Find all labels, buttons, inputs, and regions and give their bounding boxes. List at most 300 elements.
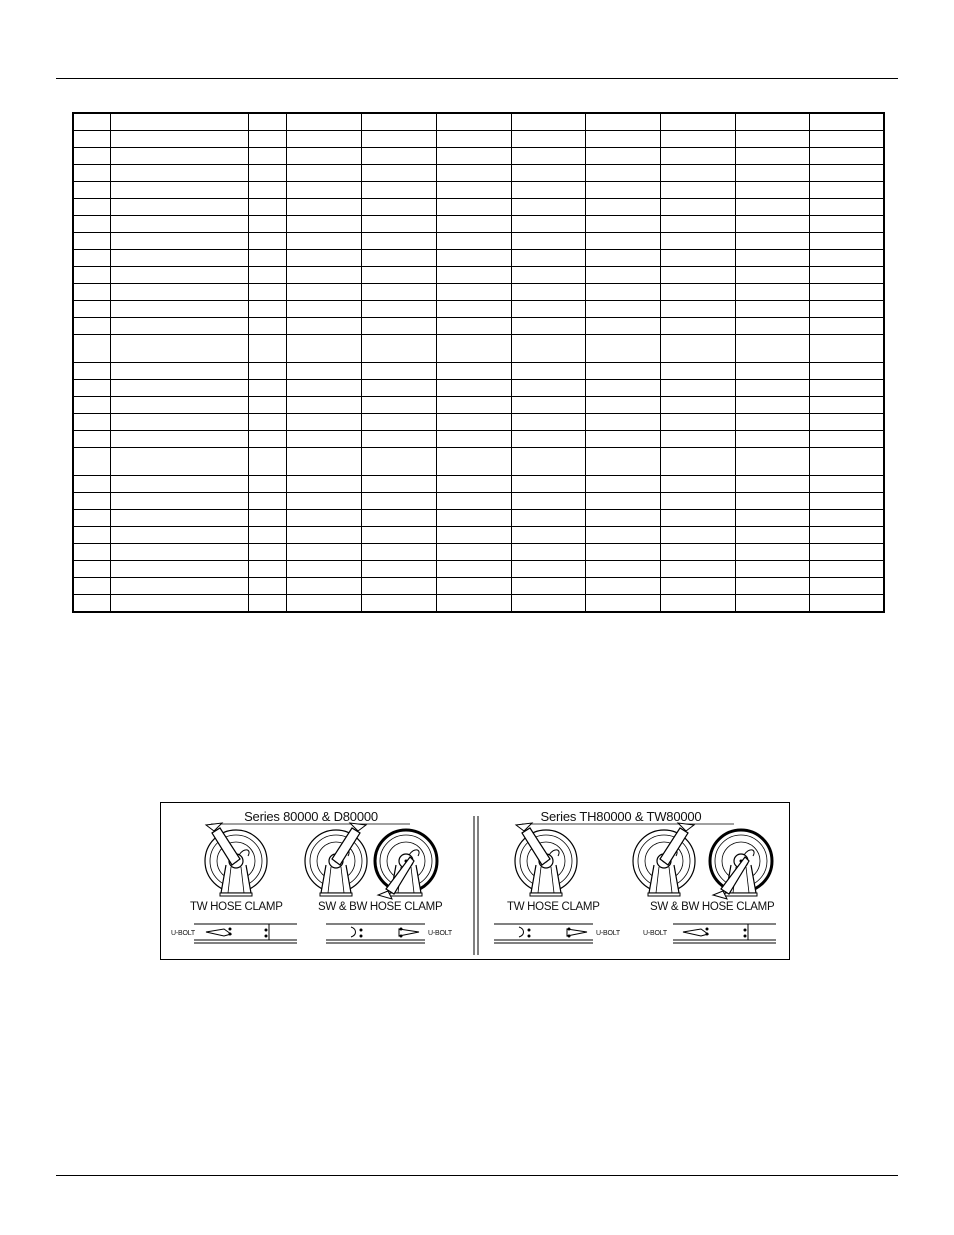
table-cell [735, 448, 809, 476]
table-cell [436, 595, 511, 613]
table-cell [110, 301, 248, 318]
table-cell [511, 561, 585, 578]
table-cell [735, 380, 809, 397]
table-cell [73, 414, 110, 431]
table-cell [248, 284, 286, 301]
table-cell [436, 335, 511, 363]
table-row [73, 199, 884, 216]
ubolt-label-1: U-BOLT [171, 930, 195, 937]
table-cell [286, 595, 361, 613]
hose-clamp-figure [160, 802, 790, 960]
table-row [73, 595, 884, 613]
table-cell [735, 527, 809, 544]
table-cell [585, 131, 660, 148]
ubolt-label-4: U-BOLT [643, 930, 667, 937]
table-cell [809, 113, 884, 131]
table-cell [809, 414, 884, 431]
table-cell [436, 233, 511, 250]
table-cell [361, 284, 436, 301]
table-cell [436, 510, 511, 527]
table-cell [248, 510, 286, 527]
table-row [73, 165, 884, 182]
table-cell [511, 301, 585, 318]
table-cell [361, 216, 436, 233]
table-cell [735, 148, 809, 165]
table-cell [809, 595, 884, 613]
table-row [73, 113, 884, 131]
table-cell [361, 233, 436, 250]
table-row [73, 544, 884, 561]
table-cell [110, 216, 248, 233]
table-cell [436, 414, 511, 431]
table-cell [248, 544, 286, 561]
table-cell [73, 284, 110, 301]
table-cell [585, 284, 660, 301]
table-row [73, 182, 884, 199]
table-cell [110, 476, 248, 493]
table-row [73, 267, 884, 284]
table-cell [511, 113, 585, 131]
table-cell [361, 493, 436, 510]
table-cell [660, 493, 735, 510]
table-cell [110, 397, 248, 414]
table-cell [809, 397, 884, 414]
table-cell [809, 182, 884, 199]
table-cell [110, 414, 248, 431]
table-cell [361, 199, 436, 216]
table-cell [585, 380, 660, 397]
table-cell [110, 165, 248, 182]
table-cell [809, 380, 884, 397]
table-cell [73, 216, 110, 233]
table-cell [110, 544, 248, 561]
table-cell [436, 113, 511, 131]
table-cell [73, 493, 110, 510]
tw-reel-right [515, 823, 577, 896]
table-cell [735, 397, 809, 414]
table-cell [361, 397, 436, 414]
table-row [73, 216, 884, 233]
table-cell [361, 165, 436, 182]
table-cell [361, 544, 436, 561]
table-cell [585, 397, 660, 414]
table-cell [248, 131, 286, 148]
table-row [73, 318, 884, 335]
table-cell [735, 544, 809, 561]
table-cell [73, 199, 110, 216]
table-cell [809, 448, 884, 476]
table-row [73, 476, 884, 493]
table-cell [110, 595, 248, 613]
table-cell [511, 527, 585, 544]
table-cell [660, 544, 735, 561]
tw-reel-left [205, 823, 267, 896]
table-cell [361, 431, 436, 448]
table-cell [511, 216, 585, 233]
table-cell [110, 233, 248, 250]
table-row [73, 578, 884, 595]
table-cell [511, 380, 585, 397]
table-cell [436, 578, 511, 595]
table-cell [660, 578, 735, 595]
table-cell [286, 448, 361, 476]
table-cell [809, 335, 884, 363]
table-cell [660, 182, 735, 199]
table-cell [436, 131, 511, 148]
table-cell [286, 510, 361, 527]
table-row [73, 284, 884, 301]
table-cell [110, 561, 248, 578]
table-cell [735, 578, 809, 595]
table-cell [660, 284, 735, 301]
table-cell [660, 250, 735, 267]
table-cell [585, 363, 660, 380]
table-cell [110, 363, 248, 380]
table-cell [248, 493, 286, 510]
table-cell [511, 182, 585, 199]
table-cell [809, 493, 884, 510]
table-cell [248, 380, 286, 397]
table-cell [660, 131, 735, 148]
table-cell [511, 318, 585, 335]
table-cell [248, 397, 286, 414]
table-cell [286, 476, 361, 493]
table-cell [660, 414, 735, 431]
table-cell [73, 113, 110, 131]
table-cell [735, 250, 809, 267]
table-cell [660, 476, 735, 493]
table-cell [809, 131, 884, 148]
table-cell [110, 182, 248, 199]
table-cell [735, 476, 809, 493]
table-cell [286, 578, 361, 595]
table-cell [585, 335, 660, 363]
table-row [73, 335, 884, 363]
table-cell [436, 284, 511, 301]
table-cell [286, 113, 361, 131]
table-cell [361, 561, 436, 578]
table-cell [436, 397, 511, 414]
table-cell [248, 595, 286, 613]
table-cell [110, 380, 248, 397]
table-cell [511, 250, 585, 267]
table-cell [585, 595, 660, 613]
table-cell [436, 544, 511, 561]
series-th80000-title: Series TH80000 & TW80000 [540, 809, 702, 824]
table-cell [511, 267, 585, 284]
table-cell [361, 363, 436, 380]
table-cell [809, 510, 884, 527]
table-cell [511, 335, 585, 363]
table-cell [361, 380, 436, 397]
table-cell [110, 148, 248, 165]
table-cell [286, 131, 361, 148]
table-cell [585, 318, 660, 335]
table-cell [436, 267, 511, 284]
table-cell [110, 318, 248, 335]
table-row [73, 431, 884, 448]
table-cell [660, 216, 735, 233]
table-cell [286, 216, 361, 233]
table-cell [436, 165, 511, 182]
table-cell [585, 527, 660, 544]
table-cell [585, 578, 660, 595]
table-cell [585, 233, 660, 250]
table-cell [809, 431, 884, 448]
table-cell [511, 510, 585, 527]
table-cell [660, 397, 735, 414]
table-cell [585, 182, 660, 199]
table-cell [73, 267, 110, 284]
sw-reel-left [305, 823, 367, 896]
table-cell [735, 284, 809, 301]
table-cell [73, 182, 110, 199]
table-cell [286, 199, 361, 216]
table-cell [511, 148, 585, 165]
table-cell [585, 148, 660, 165]
table-cell [286, 380, 361, 397]
table-cell [809, 318, 884, 335]
table-cell [660, 363, 735, 380]
table-cell [286, 301, 361, 318]
table-cell [286, 431, 361, 448]
table-row [73, 148, 884, 165]
table-cell [511, 131, 585, 148]
table-cell [735, 414, 809, 431]
sw-bw-hose-clamp-label-left: SW & BW HOSE CLAMP [318, 901, 443, 913]
table-cell [585, 301, 660, 318]
table-cell [735, 267, 809, 284]
header-rule [56, 78, 898, 79]
table-cell [809, 301, 884, 318]
table-cell [361, 113, 436, 131]
table-cell [585, 476, 660, 493]
table-row [73, 397, 884, 414]
table-cell [248, 301, 286, 318]
table-cell [73, 448, 110, 476]
sw-bw-hose-clamp-label-right: SW & BW HOSE CLAMP [650, 901, 775, 913]
table-cell [73, 233, 110, 250]
table-cell [809, 216, 884, 233]
table-cell [110, 284, 248, 301]
table-cell [585, 448, 660, 476]
table-cell [735, 561, 809, 578]
table-cell [110, 250, 248, 267]
table-cell [660, 301, 735, 318]
table-cell [585, 113, 660, 131]
table-cell [436, 431, 511, 448]
table-cell [735, 165, 809, 182]
table-cell [660, 165, 735, 182]
table-row [73, 448, 884, 476]
table-cell [436, 301, 511, 318]
table-cell [735, 113, 809, 131]
table-cell [286, 250, 361, 267]
table-cell [73, 318, 110, 335]
table-cell [361, 527, 436, 544]
series-80000-title: Series 80000 & D80000 [244, 809, 378, 824]
table-cell [511, 544, 585, 561]
table-cell [809, 233, 884, 250]
table-cell [809, 544, 884, 561]
table-cell [585, 431, 660, 448]
table-cell [660, 233, 735, 250]
table-cell [248, 363, 286, 380]
table-cell [248, 267, 286, 284]
table-cell [248, 476, 286, 493]
table-cell [511, 578, 585, 595]
table-cell [735, 216, 809, 233]
table-cell [73, 595, 110, 613]
table-row [73, 301, 884, 318]
table-row [73, 131, 884, 148]
table-cell [436, 448, 511, 476]
table-cell [436, 476, 511, 493]
table-cell [735, 493, 809, 510]
table-cell [361, 448, 436, 476]
table-cell [73, 578, 110, 595]
table-cell [286, 493, 361, 510]
table-cell [735, 318, 809, 335]
table-cell [585, 561, 660, 578]
table-cell [511, 414, 585, 431]
table-cell [511, 595, 585, 613]
table-cell [809, 476, 884, 493]
table-cell [110, 431, 248, 448]
tw-hose-clamp-label-left: TW HOSE CLAMP [190, 901, 283, 913]
table-cell [585, 165, 660, 182]
ubolt-label-2: U-BOLT [428, 930, 452, 937]
table-cell [110, 113, 248, 131]
table-cell [286, 233, 361, 250]
table-cell [660, 527, 735, 544]
bw-reel-left [375, 830, 437, 899]
table-cell [110, 578, 248, 595]
table-cell [735, 363, 809, 380]
table-cell [585, 493, 660, 510]
table-cell [73, 363, 110, 380]
table-row [73, 510, 884, 527]
table-cell [248, 527, 286, 544]
table-cell [248, 216, 286, 233]
table-cell [286, 397, 361, 414]
table-cell [511, 199, 585, 216]
table-cell [286, 165, 361, 182]
table-cell [735, 182, 809, 199]
table-cell [809, 267, 884, 284]
table-cell [73, 544, 110, 561]
table-cell [286, 414, 361, 431]
table-cell [286, 182, 361, 199]
table-cell [248, 113, 286, 131]
table-cell [361, 267, 436, 284]
table-cell [735, 335, 809, 363]
table-cell [436, 250, 511, 267]
table-row [73, 493, 884, 510]
table-row [73, 527, 884, 544]
table-cell [248, 448, 286, 476]
table-cell [73, 476, 110, 493]
table-cell [248, 335, 286, 363]
table-cell [436, 318, 511, 335]
table-cell [436, 527, 511, 544]
table-cell [361, 250, 436, 267]
table-cell [735, 431, 809, 448]
table-cell [809, 527, 884, 544]
table-cell [436, 363, 511, 380]
table-row [73, 233, 884, 250]
table-cell [73, 380, 110, 397]
table-cell [585, 414, 660, 431]
table-cell [511, 431, 585, 448]
table-cell [73, 510, 110, 527]
table-cell [660, 267, 735, 284]
sw-reel-right [633, 823, 695, 896]
table-cell [361, 595, 436, 613]
ubolt-details [194, 924, 776, 943]
table-cell [248, 250, 286, 267]
tw-hose-clamp-label-right: TW HOSE CLAMP [507, 901, 600, 913]
table-cell [110, 131, 248, 148]
table-cell [286, 527, 361, 544]
footer-rule [56, 1175, 898, 1176]
table-cell [248, 414, 286, 431]
table-cell [511, 448, 585, 476]
table-cell [436, 561, 511, 578]
table-cell [511, 363, 585, 380]
table-cell [809, 578, 884, 595]
table-cell [660, 448, 735, 476]
table-cell [110, 267, 248, 284]
table-cell [660, 510, 735, 527]
table-cell [585, 510, 660, 527]
table-cell [110, 335, 248, 363]
table-row [73, 561, 884, 578]
table-cell [585, 199, 660, 216]
table-cell [809, 199, 884, 216]
table-cell [585, 544, 660, 561]
table-cell [436, 493, 511, 510]
table-cell [286, 148, 361, 165]
table-cell [286, 335, 361, 363]
table-cell [809, 363, 884, 380]
table-cell [248, 148, 286, 165]
table-cell [436, 182, 511, 199]
table-cell [585, 216, 660, 233]
table-cell [436, 380, 511, 397]
table-cell [735, 595, 809, 613]
table-cell [361, 301, 436, 318]
table-cell [809, 148, 884, 165]
table-cell [735, 199, 809, 216]
table-cell [511, 165, 585, 182]
table-cell [361, 510, 436, 527]
table-cell [286, 267, 361, 284]
table-cell [660, 199, 735, 216]
table-cell [585, 267, 660, 284]
table-row [73, 414, 884, 431]
table-cell [248, 578, 286, 595]
table-cell [436, 199, 511, 216]
table-cell [73, 250, 110, 267]
table-cell [248, 431, 286, 448]
table-cell [735, 131, 809, 148]
table-cell [511, 493, 585, 510]
ubolt-label-3: U-BOLT [596, 930, 620, 937]
table-cell [660, 113, 735, 131]
table-cell [809, 561, 884, 578]
table-cell [73, 397, 110, 414]
